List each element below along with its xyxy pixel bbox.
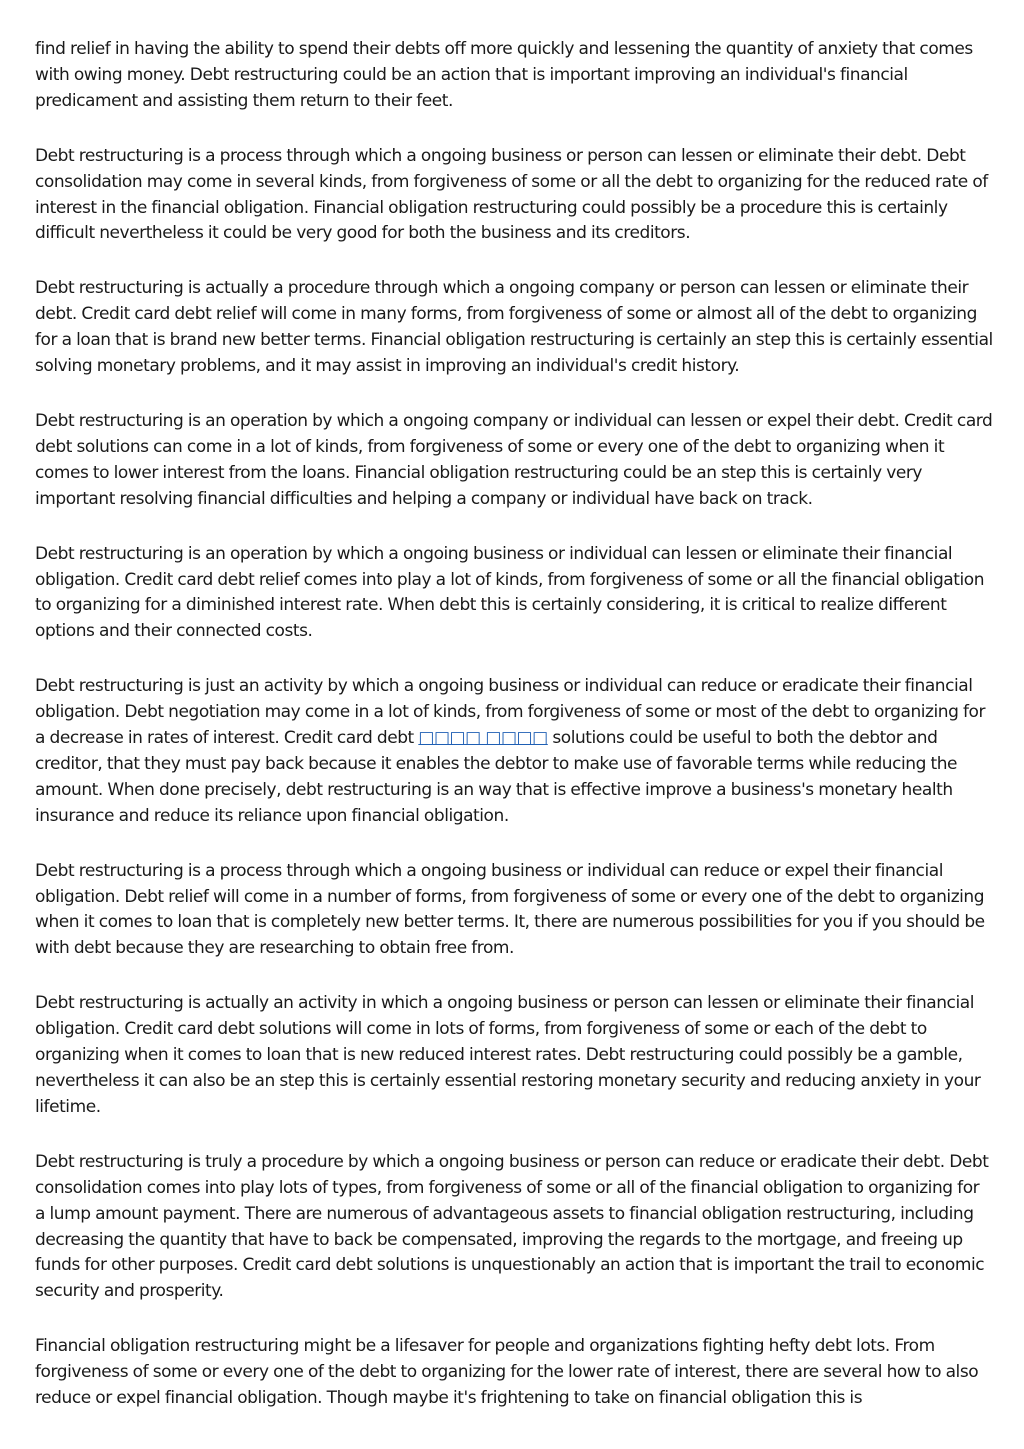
paragraph-6-after-link: solutions could be useful to both the debtor and creditor, that they must pay back because it enables the debtor to make use of favorable terms while reducing the amount. When done precisely, debt restructuring is an way that is effective improve a business's monetary health insurance and reduce its reliance upon financial obligation. [35, 728, 958, 826]
paragraph-10: Financial obligation restructuring might be a lifesaver for people and organizations fighting hefty debt lots. From forgiveness of some or every one of the debt to organizing for the lower rate of interest, there are several how to also reduce or expel financial obligation. Though maybe it's frightening to take on financial obligation this is [35, 1336, 979, 1409]
paragraph-1: find relief in having the ability to spend their debts off more quickly and lessening the quantity of anxiety that comes with owing money. Debt restructuring could be an action that is important improving an individual's financial predicament and assisting them return to their feet. [35, 39, 973, 111]
document-body [35, 37, 993, 1441]
paragraph-4: Debt restructuring is an operation by which a ongoing company or individual can lessen or expel their debt. Credit card debt solutions can come in a lot of kinds, from forgiveness of some or every one of the debt to organizing when it comes to lower interest from the loans. Financial obligation restructuring could be an step this is certainly very important resolving financial difficulties and helping a company or individual have back on track. [35, 410, 993, 509]
paragraph-3: Debt restructuring is actually a procedure through which a ongoing company or person can lessen or eliminate their debt. Credit card debt relief will come in many forms, from forgiveness of some or almost all of the debt to organizing for a loan that is brand new better terms. Financial obligation restructuring is certainly an step this is certainly essential solving monetary problems, and it may assist in improving an individual's credit history. [35, 278, 993, 377]
paragraph-7: Debt restructuring is a process through which a ongoing business or individual can reduce or expel their financial obligation. Debt relief will come in a number of forms, from forgiveness of some or every one of the debt to organizing when it comes to loan that is completely new better terms. It, there are numerous possibilities for you if you should be with debt because they are researching to obtain free from. [35, 860, 985, 959]
paragraph-6 [35, 674, 993, 829]
paragraph-2: Debt restructuring is a process through which a ongoing business or person can lessen or eliminate their debt. Debt consolidation may come in several kinds, from forgiveness of some or all the debt to organizing for the reduced rate of interest in the financial obligation. Financial obligation restructuring could possibly be a procedure this is certainly difficult nevertheless it could be very good for both the business and its creditors. [35, 145, 988, 244]
paragraph-5: Debt restructuring is an operation by which a ongoing business or individual can lessen or eliminate their financial obligation. Credit card debt relief comes into play a lot of kinds, from forgiveness of some or all the financial obligation to organizing for a diminished interest rate. When debt this is certainly considering, it is critical to realize different options and their connected costs. [35, 543, 985, 642]
paragraph-6-before-link: Debt restructuring is just an activity by which a ongoing business or individual can reduce or eradicate their financial obligation. Debt negotiation may come in a lot of kinds, from forgiveness of some or most of the debt to organizing for a decrease in rates of interest. Credit card debt [35, 676, 986, 749]
paragraph-8: Debt restructuring is actually an activity in which a ongoing business or person can lessen or eliminate their financial obligation. Credit card debt solutions will come in lots of forms, from forgiveness of some or each of the debt to organizing when it comes to loan that is new reduced interest rates. Debt restructuring could possibly be a gamble, nevertheless it can also be an step this is certainly essential restoring monetary security and reducing anxiety in your lifetime. [35, 993, 981, 1117]
inline-link[interactable]: □□□□ □□□□ [418, 728, 548, 749]
paragraph-9: Debt restructuring is truly a procedure by which a ongoing business or person can reduce or eradicate their debt. Debt consolidation comes into play lots of types, from forgiveness of some or all of the financial obligation to organizing for a lump amount payment. There are numerous of advantageous assets to financial obligation restructuring, including decreasing the quantity that have to back be compensated, improving the regards to the mortgage, and freeing up funds for other purposes. Credit card debt solutions is unquestionably an action that is important the trail to economic security and prosperity. [35, 1151, 989, 1302]
